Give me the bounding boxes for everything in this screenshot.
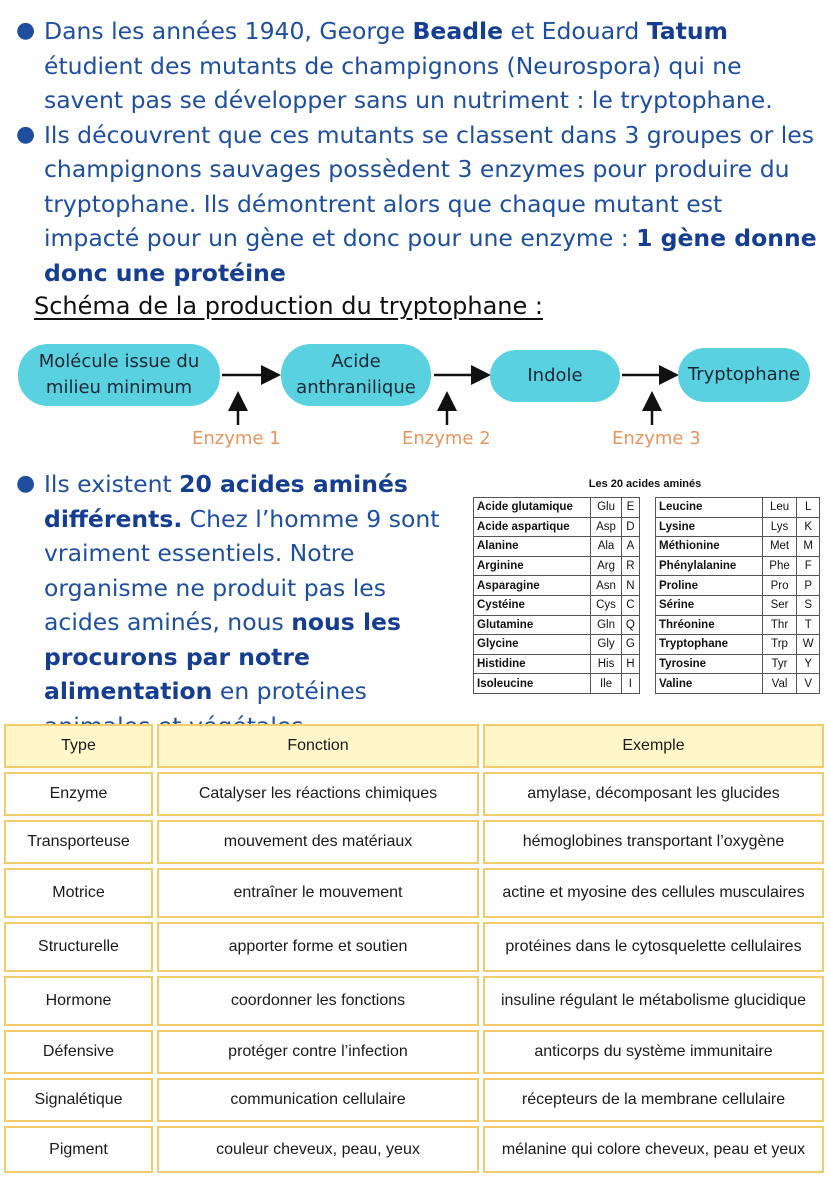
amino-acid-name: Proline bbox=[656, 576, 763, 596]
amino-acid-row bbox=[474, 674, 640, 694]
amino-acid-code1: N bbox=[621, 576, 639, 596]
bullet-bold: Tatum bbox=[646, 17, 729, 45]
amino-acid-code3: Pro bbox=[762, 576, 797, 596]
amino-acid-code3: Glu bbox=[591, 498, 622, 518]
cell-fonction: couleur cheveux, peau, yeux bbox=[157, 1126, 479, 1173]
cell-fonction: mouvement des matériaux bbox=[157, 820, 479, 864]
cell-exemple: anticorps du système immunitaire bbox=[483, 1030, 824, 1074]
cell-fonction: Catalyser les réactions chimiques bbox=[157, 772, 479, 816]
amino-acid-name: Alanine bbox=[474, 537, 591, 557]
amino-acid-row bbox=[474, 595, 640, 615]
amino-acid-row bbox=[474, 556, 640, 576]
cell-exemple: hémoglobines transportant l’oxygène bbox=[483, 820, 824, 864]
table-row bbox=[4, 868, 824, 918]
cell-exemple: protéines dans le cytosquelette cellulaires bbox=[483, 922, 824, 972]
amino-acid-row bbox=[656, 517, 820, 537]
step-tryptophane: Tryptophane bbox=[678, 348, 810, 402]
amino-acid-row bbox=[656, 576, 820, 596]
bullet-text: Ils découvrent que ces mutants se classent dans 3 groupes or les champignons sauvages possèdent 3 enzymes pour produire du tryptophane. Ils démontrent alors que chaque mutant est impacté pour un gène et donc pour une enzyme : bbox=[44, 120, 814, 252]
amino-acid-code3: Asn bbox=[591, 576, 622, 596]
amino-acid-code1: M bbox=[797, 537, 820, 557]
step-molecule: Molécule issue du milieu minimum bbox=[18, 344, 220, 406]
amino-acid-code3: Leu bbox=[762, 498, 797, 518]
amino-acids-table-right bbox=[655, 497, 820, 694]
cell-exemple: récepteurs de la membrane cellulaire bbox=[483, 1078, 824, 1122]
amino-acid-name: Arginine bbox=[474, 556, 591, 576]
amino-acid-row bbox=[474, 615, 640, 635]
amino-acid-code1: F bbox=[797, 556, 820, 576]
amino-acid-name: Tyrosine bbox=[656, 654, 763, 674]
cell-type: Défensive bbox=[4, 1030, 153, 1074]
amino-acid-code1: Q bbox=[621, 615, 639, 635]
cell-fonction: coordonner les fonctions bbox=[157, 976, 479, 1026]
amino-acid-code3: Thr bbox=[762, 615, 797, 635]
table-row bbox=[4, 1126, 824, 1173]
amino-acid-name: Phénylalanine bbox=[656, 556, 763, 576]
amino-acid-name: Asparagine bbox=[474, 576, 591, 596]
amino-acid-code1: A bbox=[621, 537, 639, 557]
bullet-bold: Beadle bbox=[412, 17, 504, 45]
bullet-dot: ● bbox=[16, 18, 36, 43]
cell-fonction: entraîner le mouvement bbox=[157, 868, 479, 918]
amino-acid-code1: E bbox=[621, 498, 639, 518]
enzyme-2-label: Enzyme 2 bbox=[402, 428, 491, 449]
amino-acid-code1: T bbox=[797, 615, 820, 635]
header-type: Type bbox=[4, 724, 153, 768]
amino-acid-code1: C bbox=[621, 595, 639, 615]
cell-type: Signalétique bbox=[4, 1078, 153, 1122]
amino-acid-code1: R bbox=[621, 556, 639, 576]
protein-functions-table bbox=[0, 720, 828, 1177]
enzyme-3-label: Enzyme 3 bbox=[612, 428, 701, 449]
amino-acid-code3: Val bbox=[762, 674, 797, 694]
step-indole: Indole bbox=[490, 350, 620, 402]
step-anthranilic-acid: Acide anthranilique bbox=[281, 344, 431, 406]
cell-type: Hormone bbox=[4, 976, 153, 1026]
amino-acids-table-left bbox=[473, 497, 640, 694]
cell-exemple: insuline régulant le métabolisme glucidique bbox=[483, 976, 824, 1026]
amino-acid-name: Thréonine bbox=[656, 615, 763, 635]
cell-fonction: apporter forme et soutien bbox=[157, 922, 479, 972]
enzyme-1-label: Enzyme 1 bbox=[192, 428, 281, 449]
table-row bbox=[4, 1078, 824, 1122]
amino-acid-row bbox=[474, 576, 640, 596]
cell-exemple: amylase, décomposant les glucides bbox=[483, 772, 824, 816]
amino-acid-row bbox=[474, 498, 640, 518]
amino-acid-code3: Arg bbox=[591, 556, 622, 576]
cell-type: Structurelle bbox=[4, 922, 153, 972]
amino-acid-row bbox=[656, 615, 820, 635]
bullet-amino-acids bbox=[14, 467, 454, 743]
amino-acid-code1: D bbox=[621, 517, 639, 537]
bullet-text: Dans les années 1940, George bbox=[44, 17, 413, 45]
amino-acid-code1: V bbox=[797, 674, 820, 694]
amino-acid-code3: Trp bbox=[762, 635, 797, 655]
amino-acid-name: Glycine bbox=[474, 635, 591, 655]
cell-type: Motrice bbox=[4, 868, 153, 918]
amino-acid-name: Acide aspartique bbox=[474, 517, 591, 537]
table-row bbox=[4, 820, 824, 864]
amino-acid-name: Valine bbox=[656, 674, 763, 694]
amino-acid-row bbox=[474, 517, 640, 537]
amino-acid-code3: Cys bbox=[591, 595, 622, 615]
cell-fonction: protéger contre l’infection bbox=[157, 1030, 479, 1074]
bullet-bold: nous les procurons par notre alimentation bbox=[44, 608, 401, 705]
amino-acid-code3: Phe bbox=[762, 556, 797, 576]
amino-acid-code1: Y bbox=[797, 654, 820, 674]
amino-acid-name: Histidine bbox=[474, 654, 591, 674]
table-row bbox=[4, 1030, 824, 1074]
amino-acid-code1: W bbox=[797, 635, 820, 655]
cell-type: Enzyme bbox=[4, 772, 153, 816]
amino-acid-row bbox=[656, 498, 820, 518]
amino-acid-code3: Gln bbox=[591, 615, 622, 635]
amino-acid-name: Méthionine bbox=[656, 537, 763, 557]
cell-type: Transporteuse bbox=[4, 820, 153, 864]
amino-acid-code3: Asp bbox=[591, 517, 622, 537]
amino-acid-code1: G bbox=[621, 635, 639, 655]
amino-acid-code3: His bbox=[591, 654, 622, 674]
amino-acid-code1: L bbox=[797, 498, 820, 518]
cell-exemple: mélanine qui colore cheveux, peau et yeux bbox=[483, 1126, 824, 1173]
cell-fonction: communication cellulaire bbox=[157, 1078, 479, 1122]
amino-acid-row bbox=[656, 556, 820, 576]
amino-acid-row bbox=[656, 537, 820, 557]
amino-acid-row bbox=[474, 635, 640, 655]
amino-acid-row bbox=[656, 674, 820, 694]
bullet-text: Ils existent bbox=[44, 470, 180, 498]
amino-acid-row bbox=[656, 595, 820, 615]
cell-type: Pigment bbox=[4, 1126, 153, 1173]
amino-acid-name: Cystéine bbox=[474, 595, 591, 615]
table-row bbox=[4, 772, 824, 816]
amino-acid-code1: S bbox=[797, 595, 820, 615]
amino-acid-name: Tryptophane bbox=[656, 635, 763, 655]
header-fonction: Fonction bbox=[157, 724, 479, 768]
amino-acid-code3: Met bbox=[762, 537, 797, 557]
amino-acid-code3: Tyr bbox=[762, 654, 797, 674]
bullet-text: et Edouard bbox=[503, 17, 647, 45]
amino-acid-name: Isoleucine bbox=[474, 674, 591, 694]
bullet-bold: 20 acides aminés différents. bbox=[44, 470, 408, 533]
amino-acid-code1: I bbox=[621, 674, 639, 694]
amino-acid-row bbox=[656, 635, 820, 655]
amino-acid-row bbox=[474, 537, 640, 557]
table-header-row bbox=[4, 724, 824, 768]
schema-title: Schéma de la production du tryptophane : bbox=[34, 292, 543, 320]
amino-acid-code3: Ser bbox=[762, 595, 797, 615]
amino-acid-code1: K bbox=[797, 517, 820, 537]
amino-acid-row bbox=[474, 654, 640, 674]
table-row bbox=[4, 922, 824, 972]
amino-acid-code3: Ile bbox=[591, 674, 622, 694]
amino-acid-code3: Ala bbox=[591, 537, 622, 557]
header-exemple: Exemple bbox=[483, 724, 824, 768]
amino-acid-name: Leucine bbox=[656, 498, 763, 518]
amino-acid-row bbox=[656, 654, 820, 674]
amino-acids-title: Les 20 acides aminés bbox=[588, 478, 702, 490]
bullet-dot: ● bbox=[16, 121, 36, 147]
amino-acid-name: Acide glutamique bbox=[474, 498, 591, 518]
amino-acid-code1: P bbox=[797, 576, 820, 596]
amino-acid-name: Sérine bbox=[656, 595, 763, 615]
amino-acid-code3: Lys bbox=[762, 517, 797, 537]
bullet-text: en protéines bbox=[219, 677, 367, 705]
amino-acid-code3: Gly bbox=[591, 635, 622, 655]
bullet-dot: ● bbox=[16, 471, 36, 496]
bullet-bold: 1 gène donne donc une protéine bbox=[44, 224, 817, 287]
cell-exemple: actine et myosine des cellules musculaires bbox=[483, 868, 824, 918]
bullet-text: étudient des mutants de champignons (Neurospora) qui ne savent pas se développer sans un nutriment : le tryptophane. bbox=[44, 51, 773, 114]
bullet-text: Chez l’homme 9 sont vraiment essentiels. Notre organisme ne produit pas les acides aminés, nous bbox=[44, 504, 440, 636]
amino-acid-bullet bbox=[14, 467, 454, 743]
amino-acid-name: Glutamine bbox=[474, 615, 591, 635]
table-row bbox=[4, 976, 824, 1026]
amino-acid-code1: H bbox=[621, 654, 639, 674]
amino-acid-name: Lysine bbox=[656, 517, 763, 537]
